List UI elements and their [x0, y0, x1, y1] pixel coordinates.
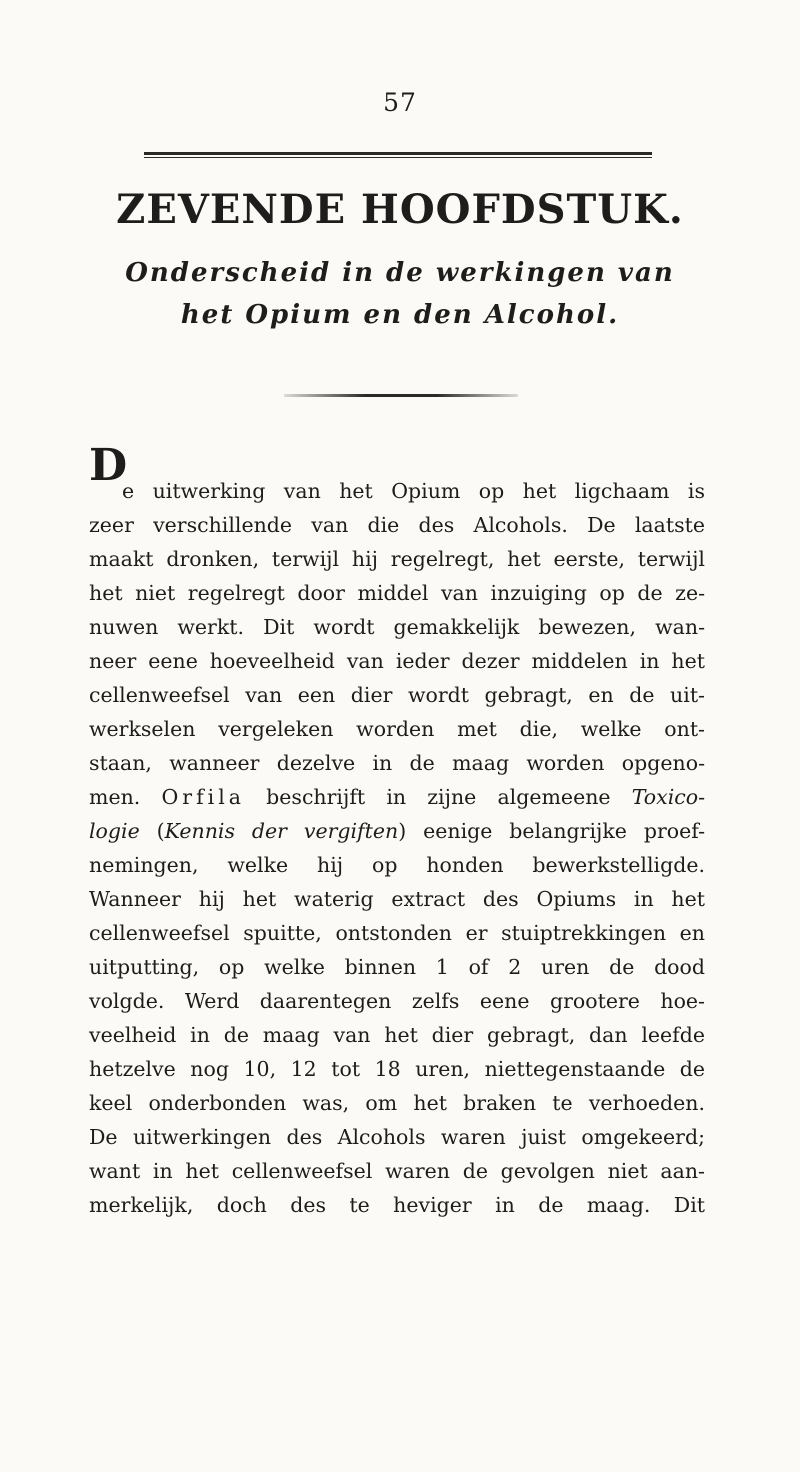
book-subtitle-italic: Kennis der vergiften — [164, 819, 399, 843]
text-line: nuwen werkt. Dit wordt gemakkelijk bewezen, wan- — [89, 615, 705, 639]
text-line: want in het cellenweefsel waren de gevolgen niet aan- — [89, 1159, 705, 1183]
text-line: zeer verschillende van die des Alcohols. De laatste — [89, 513, 705, 537]
chapter-title: ZEVENDE HOOFDSTUK. — [116, 186, 684, 233]
text-segment: ( — [139, 819, 165, 843]
text-line: werkselen vergeleken worden met die, welke ont- — [89, 717, 705, 741]
text-line: De uitwerkingen des Alcohols waren juist omgekeerd; — [89, 1125, 705, 1149]
text-line: e uitwerking van het Opium op het ligchaam is — [122, 479, 705, 503]
text-line — [89, 780, 705, 814]
text-line — [89, 814, 705, 848]
text-line: uitputting, op welke binnen 1 of 2 uren de dood — [89, 955, 705, 979]
text-segment: beschrijft in zijne algemeene — [245, 785, 632, 809]
text-line: maakt dronken, terwijl hij regelregt, het eerste, terwijl — [89, 547, 705, 571]
subtitle-line-2: het Opium en den Alcohol. — [180, 300, 620, 330]
book-title-italic: Toxico- — [631, 785, 705, 809]
text-line: cellenweefsel van een dier wordt gebragt, en de uit- — [89, 683, 705, 707]
text-segment: ) eenige belangrijke proef- — [398, 819, 705, 843]
text-line: nemingen, welke hij op honden bewerkstelligde. — [89, 853, 705, 877]
author-name-orfila: Orfila — [161, 785, 245, 809]
text-line: volgde. Werd daarentegen zelfs eene grootere hoe- — [89, 989, 705, 1013]
text-line: merkelijk, doch des te heviger in de maag. Dit — [89, 1193, 705, 1217]
text-line: veelheid in de maag van het dier gebragt, dan leefde — [89, 1023, 705, 1047]
header-rule — [144, 152, 652, 158]
ornamental-rule — [284, 394, 518, 397]
book-title-italic: logie — [89, 819, 140, 843]
text-line: Wanneer hij het waterig extract des Opiums in het — [89, 887, 705, 911]
text-line: keel onderbonden was, om het braken te verhoeden. — [89, 1091, 705, 1115]
text-line: cellenweefsel spuitte, ontstonden er stuiptrekkingen en — [89, 921, 705, 945]
drop-cap: D — [89, 440, 128, 491]
chapter-subtitle — [90, 252, 710, 336]
text-line: neer eene hoeveelheid van ieder dezer middelen in het — [89, 649, 705, 673]
text-segment: men. — [89, 785, 162, 809]
text-line: staan, wanneer dezelve in de maag worden opgeno- — [89, 751, 705, 775]
subtitle-line-1: Onderscheid in de werkingen van — [125, 258, 675, 288]
text-line: hetzelve nog 10, 12 tot 18 uren, niettegenstaande de — [89, 1057, 705, 1081]
text-line: het niet regelregt door middel van inzuiging op de ze- — [89, 581, 705, 605]
page-number: 57 — [383, 88, 417, 117]
